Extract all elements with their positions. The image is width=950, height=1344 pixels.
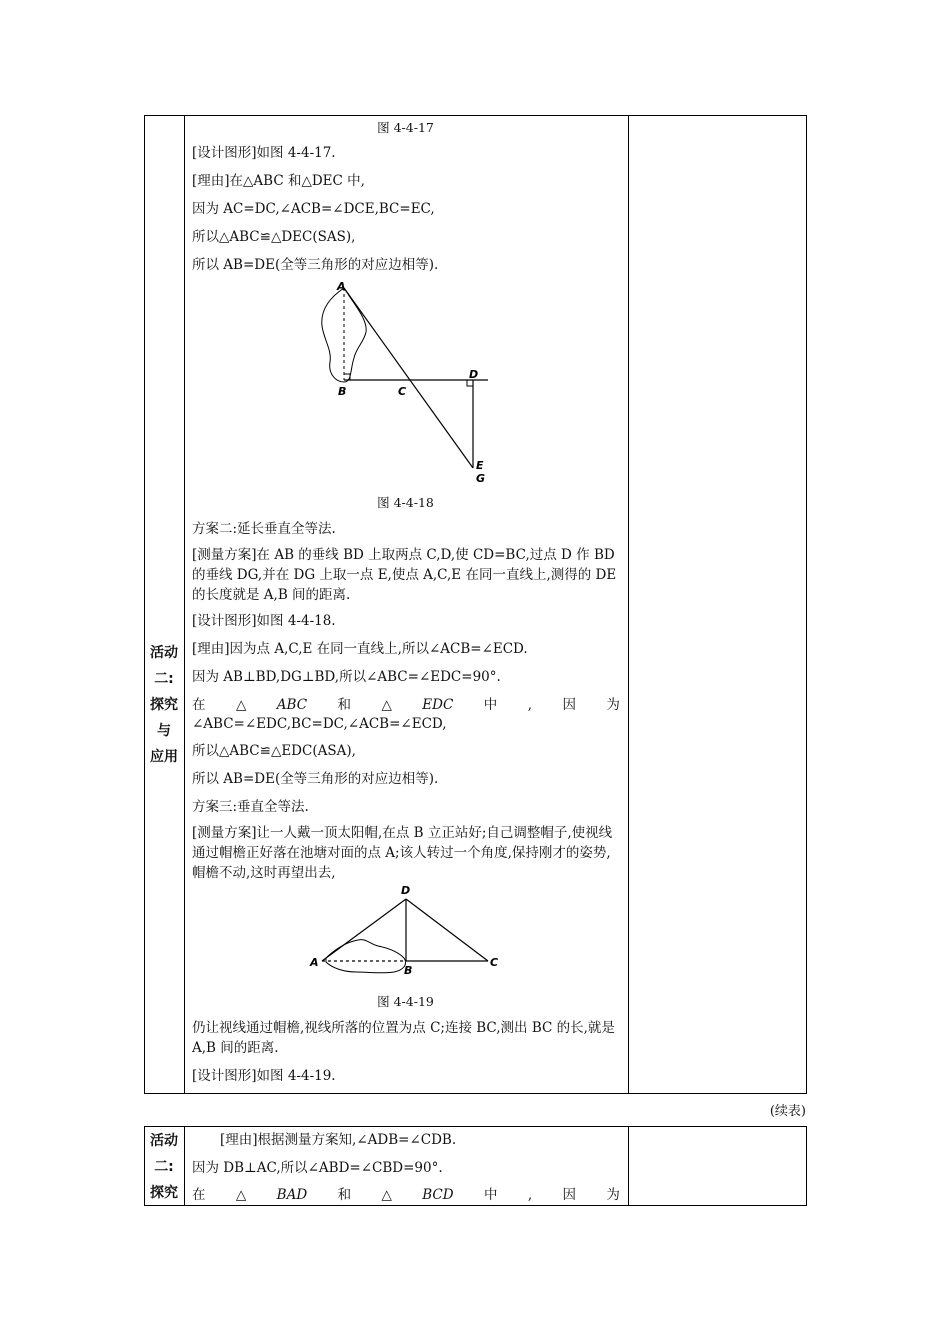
label-a: A [310, 956, 319, 969]
justified-line: 在 △ BAD 和 △ BCD 中 , 因 为 [192, 1187, 620, 1203]
column-divider [628, 1127, 629, 1205]
label-b: B [338, 385, 347, 398]
label-b: B [404, 964, 413, 977]
activity-label: 活动 二: 探究 与 应用 [150, 645, 178, 765]
label-c: C [398, 385, 407, 398]
text-line: 所以 AB=DE(全等三角形的对应边相等). [192, 771, 439, 787]
figure-caption: 图 4-4-17 [377, 120, 434, 135]
measure-plan: [测量方案]让一人戴一顶太阳帽,在点 B 立正站好;自己调整帽子,使视线通过帽檐正好落在池塘对面的点 A;该人转过一个角度,保持刚才的姿势,帽檐不动,这时再望出去, [192, 825, 613, 881]
text-line: 所以 AB=DE(全等三角形的对应边相等). [192, 257, 439, 273]
text-line: 因为 AC=DC,∠ACB=∠DCE,BC=EC, [192, 201, 435, 217]
label-g: G [476, 472, 486, 485]
label-c: C [490, 956, 499, 969]
figure-4-4-18 [310, 278, 500, 490]
label-e: E [476, 459, 484, 472]
continued-label: (续表) [769, 1104, 806, 1119]
label-d: D [469, 368, 479, 381]
figure-caption: 图 4-4-18 [377, 495, 434, 510]
line-ad [322, 899, 406, 961]
activity-label: 活动 二: 探究 [150, 1133, 178, 1201]
figure-caption: 图 4-4-19 [377, 994, 434, 1009]
column-divider [184, 116, 185, 1093]
text-line: 所以△ABC≌△EDC(ASA), [192, 743, 356, 759]
text-line: 所以△ABC≌△DEC(SAS), [192, 229, 356, 245]
text-line: [理由]在△ABC 和△DEC 中, [192, 173, 365, 189]
text-line: 因为 DB⊥AC,所以∠ABD=∠CBD=90°. [192, 1160, 443, 1176]
text-line: [理由]因为点 A,C,E 在同一直线上,所以∠ACB=∠ECD. [192, 641, 528, 657]
plan-title: 方案三:垂直全等法. [192, 799, 309, 815]
measure-plan: [测量方案]在 AB 的垂线 BD 上取两点 C,D,使 CD=BC,过点 D 作 BD 的垂线 DG,并在 DG 上取一点 E,使点 A,C,E 在同一直线上,测得的 DE 的长度就是 A,B 间的距离. [192, 547, 617, 603]
text-line: 因为 AB⊥BD,DG⊥BD,所以∠ABC=∠EDC=90°. [192, 669, 501, 685]
text-line: [设计图形]如图 4-4-19. [192, 1068, 336, 1084]
label-a: A [337, 280, 346, 293]
text-paragraph: 仍让视线通过帽檐,视线所落的位置为点 C;连接 BC,测出 BC 的长,就是 A,B 间的距离. [192, 1020, 615, 1056]
label-d: D [401, 884, 411, 897]
text-line: [设计图形]如图 4-4-18. [192, 613, 336, 629]
text-line: ∠ABC=∠EDC,BC=DC,∠ACB=∠ECD, [192, 716, 447, 732]
figure-4-4-19 [300, 882, 510, 978]
plan-title: 方案二:延长垂直全等法. [192, 521, 336, 537]
text-line: [理由]根据测量方案知,∠ADB=∠CDB. [220, 1132, 457, 1148]
column-divider [628, 116, 629, 1093]
pond-outline [326, 940, 406, 973]
column-divider [184, 1127, 185, 1205]
justified-line: 在 △ ABC 和 △ EDC 中 , 因 为 [192, 697, 620, 713]
line-dc [406, 899, 488, 961]
text-line: [设计图形]如图 4-4-17. [192, 145, 336, 161]
line-ae [344, 288, 473, 468]
